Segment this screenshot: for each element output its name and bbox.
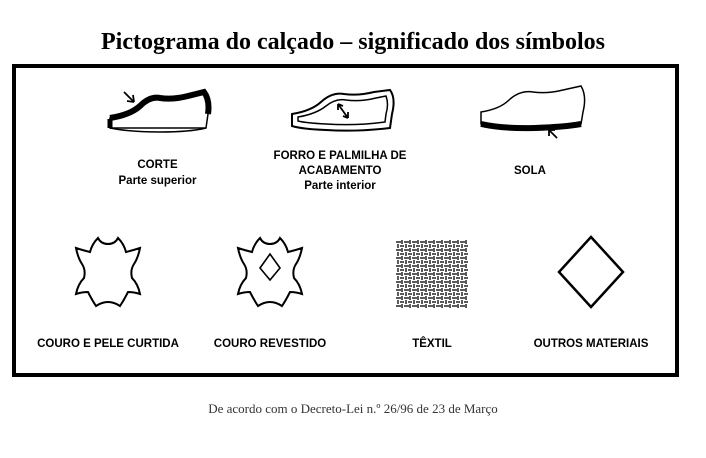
leather-hide-icon	[68, 232, 148, 312]
page-title: Pictograma do calçado – significado dos símbolos	[100, 29, 605, 55]
textil-label: TÊXTIL	[412, 338, 452, 350]
coated-leather-icon	[230, 232, 310, 312]
outros-label: OUTROS MATERIAIS	[533, 338, 649, 350]
textile-icon	[396, 240, 468, 308]
diamond-icon	[553, 233, 629, 311]
footer-note: De acordo com o Decreto-Lei n.º 26/96 de 23 de Março	[208, 401, 498, 416]
forro-label-line2: ACABAMENTO	[298, 165, 382, 177]
shoe-sole-icon	[475, 82, 590, 142]
shoe-lining-icon	[286, 84, 401, 139]
shoe-upper-icon	[100, 88, 215, 143]
sola-label: SOLA	[514, 165, 546, 177]
forro-sublabel: Parte interior	[304, 180, 376, 192]
corte-sublabel: Parte superior	[118, 175, 197, 187]
corte-label: CORTE	[137, 159, 178, 171]
forro-label-line1: FORRO E PALMILHA DE	[273, 150, 407, 162]
couro-revestido-label: COURO REVESTIDO	[213, 338, 327, 350]
couro-label: COURO E PELE CURTIDA	[37, 338, 179, 350]
